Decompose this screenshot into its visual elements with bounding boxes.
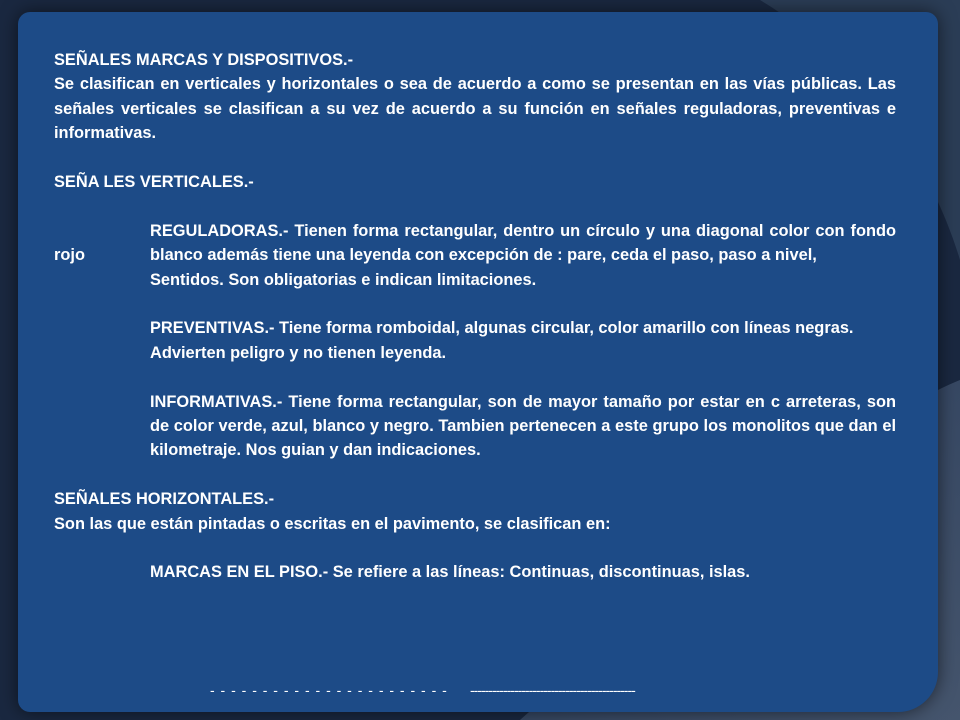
slide-title: SEÑALES MARCAS Y DISPOSITIVOS.-: [54, 51, 354, 69]
informativas-text: INFORMATIVAS.- Tiene forma rectangular, son de mayor tamaño por estar en c arreteras, son de color verde, azul, blanco y negro. Tambien pertenecen a este grupo los monolitos que dan el kilometraje. Nos guian y dan indicaciones.: [150, 392, 896, 460]
horizontales-heading: SEÑALES HORIZONTALES.-: [54, 490, 275, 509]
preventivas-text: PREVENTIVAS.- Tiene forma romboidal, algunas circular, color amarillo con líneas negras.: [150, 319, 854, 338]
footer-dashes-right: ---------------------------------------------: [470, 682, 635, 698]
reguladoras-hanging-word: rojo: [54, 246, 85, 265]
reguladoras-text: REGULADORAS.- Tienen forma rectangular, dentro un círculo y una diagonal color con fondo blanco además tiene una leyenda con excepción de : pare, ceda el paso, paso a nivel,: [150, 221, 896, 265]
verticales-heading: SEÑA LES VERTICALES.-: [54, 173, 254, 192]
footer-dashes-left: - - - - - - - - - - - - - - - - - - - - - - -: [210, 682, 448, 698]
intro-paragraph: Se clasifican en verticales y horizontales o sea de acuerdo a como se presentan en las vías públicas. Las señales verticales se clasifican a su vez de acuerdo a su función en señales reguladoras, preventivas e informativas.: [54, 75, 896, 143]
marcas-piso-text: MARCAS EN EL PISO.- Se refiere a las líneas: Continuas, discontinuas, islas.: [150, 563, 750, 582]
preventivas-second-line: Advierten peligro y no tienen leyenda.: [150, 343, 447, 362]
reguladoras-block: [54, 219, 896, 268]
reguladoras-second-line: Sentidos. Son obligatorias e indican limitaciones.: [150, 270, 537, 289]
horizontales-text: Son las que están pintadas o escritas en el pavimento, se clasifican en:: [54, 514, 611, 533]
slide-content: [54, 48, 896, 585]
